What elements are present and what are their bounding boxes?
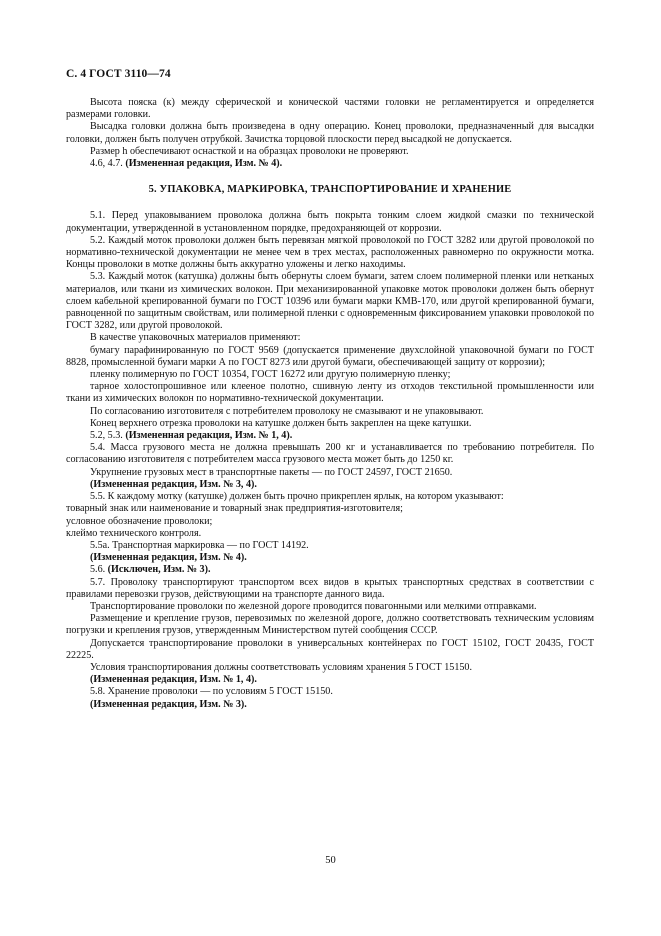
- paragraph-text: Условия транспортирования должны соответствовать условиям хранения 5 ГОСТ 15150.: [90, 661, 472, 673]
- paragraph: [66, 210, 594, 234]
- paragraph: [66, 516, 594, 528]
- paragraph-text: 5.4. Масса грузового места не должна превышать 200 кг и устанавливается по требованию потребителя. По согласованию изготовителя с потребителем масса грузового места может быть до 1250 кг.: [66, 442, 594, 466]
- paragraph: [66, 271, 594, 332]
- paragraph-text: Высадка головки должна быть произведена в одну операцию. Конец проволоки, предназначенный для высадки головки, должен быть получен отрубкой. Зачистка торцовой плоскости перед высадкой не допускается.: [66, 121, 594, 145]
- page-header: С. 4 ГОСТ 3110—74: [66, 68, 171, 80]
- paragraph: [66, 699, 594, 711]
- paragraph-text: пленку полимерную по ГОСТ 10354, ГОСТ 16272 или другую полимерную пленку;: [90, 369, 451, 381]
- paragraph: [66, 662, 594, 674]
- amendment-note: (Измененная редакция, Изм. № 4).: [125, 158, 283, 170]
- paragraph: [66, 442, 594, 466]
- paragraph: [66, 564, 594, 576]
- paragraph: [66, 369, 594, 381]
- paragraph-text: условное обозначение проволоки;: [66, 515, 213, 527]
- paragraph: [66, 540, 594, 552]
- paragraph-text: клеймо технического контроля.: [66, 527, 202, 539]
- paragraph-text: тарное холостопрошивное или клееное полотно, сшивную ленту из отходов текстильной промышленности или ткани из химических волокон по нормативно-технической документации.: [66, 381, 594, 405]
- paragraph-text: 5.3. Каждый моток (катушка) должны быть обернуты слоем бумаги, затем слоем полимерной пленки или нетканых материалов, или ткани из химических волокон. При механизированной упаковке моток проволоки должен быть обернут слоем кабельной крепированной бумаги по ГОСТ 10396 или бумаги марки КМВ-170, или другой крепированной бумаги, равноценной по защитным свойствам, или полимерной пленки с одновременным фиксированием упаковки проволокой по ГОСТ 3282, или другой проволокой.: [66, 271, 594, 332]
- paragraph: [66, 332, 594, 344]
- paragraph-text: 5.5. К каждому мотку (катушке) должен быть прочно прикреплен ярлык, на котором указывают:: [90, 491, 504, 503]
- paragraph: [66, 601, 594, 613]
- paragraph: [66, 381, 594, 405]
- paragraph: [66, 552, 594, 564]
- paragraph-text: Укрупнение грузовых мест в транспортные пакеты — по ГОСТ 24597, ГОСТ 21650.: [90, 466, 453, 478]
- paragraph: [66, 638, 594, 662]
- paragraph: [66, 503, 594, 515]
- paragraph-text: Допускается транспортирование проволоки в универсальных контейнерах по ГОСТ 15102, ГОСТ 20435, ГОСТ 22225.: [66, 637, 594, 661]
- paragraphs-before-section: [66, 97, 594, 170]
- paragraph-prefix: 5.6.: [90, 564, 108, 576]
- paragraph-text: 5.8. Хранение проволоки — по условиям 5 ГОСТ 15150.: [90, 686, 333, 698]
- paragraph-text: 5.7. Проволоку транспортируют транспортом всех видов в крытых транспортных средствах в соответствии с правилами перевозки грузов, действующими на транспорте данного вида.: [66, 576, 594, 600]
- page-number: 50: [325, 855, 336, 866]
- document-body: [66, 97, 594, 711]
- paragraph-text: 5.1. Перед упаковыванием проволока должна быть покрыта тонким слоем жидкой смазки по технической документации, утвержденной в установленном порядке, предохраняющей от коррозии.: [66, 210, 594, 234]
- amendment-note: (Измененная редакция, Изм. № 3).: [90, 698, 247, 710]
- paragraph: [66, 235, 594, 272]
- paragraph-text: В качестве упаковочных материалов применяют:: [90, 332, 301, 344]
- paragraph-text: Конец верхнего отрезка проволоки на катушке должен быть закреплен на щеке катушки.: [90, 417, 472, 429]
- amendment-note: (Измененная редакция, Изм. № 1, 4).: [90, 674, 257, 686]
- paragraph-text: товарный знак или наименование и товарный знак предприятия-изготовителя;: [66, 503, 403, 515]
- paragraph-text: 5.5а. Транспортная маркировка — по ГОСТ 14192.: [90, 539, 309, 551]
- paragraph-text: Размещение и крепление грузов, перевозимых по железной дороге, должно соответствовать техническим условиям погрузки и крепления грузов, утвержденным Министерством путей сообщения СССР.: [66, 613, 594, 637]
- paragraph: [66, 613, 594, 637]
- paragraph: [66, 577, 594, 601]
- paragraph-text: Размер h обеспечивают оснасткой и на образцах проволоки не проверяют.: [90, 145, 409, 157]
- paragraph-text: 5.2. Каждый моток проволоки должен быть перевязан мягкой проволокой по ГОСТ 3282 или другой проволокой по нормативно-технической документации не менее чем в трех местах, расположенных равномерно по окружности мотка. Концы проволоки в мотке должны быть аккуратно уложены и легко находимы.: [66, 234, 594, 271]
- paragraph: [66, 430, 594, 442]
- paragraph-prefix: 4.6, 4.7.: [90, 158, 126, 170]
- paragraph: [66, 686, 594, 698]
- paragraph-text: Высота пояска (к) между сферической и конической частями головки не регламентируется и определяется размерами головки.: [66, 97, 594, 121]
- paragraph-text: По согласованию изготовителя с потребителем проволоку не смазывают и не упаковывают.: [90, 405, 484, 417]
- amendment-note: (Измененная редакция, Изм. № 3, 4).: [90, 478, 257, 490]
- paragraph: [66, 406, 594, 418]
- paragraph: [66, 121, 594, 145]
- paragraph-text: Транспортирование проволоки по железной дороге проводится повагонными или мелкими отправками.: [90, 600, 537, 612]
- paragraph: [66, 479, 594, 491]
- paragraph: [66, 528, 594, 540]
- amendment-note: (Исключен, Изм. № 3).: [107, 564, 211, 576]
- section-title: 5. УПАКОВКА, МАРКИРОВКА, ТРАНСПОРТИРОВАНИЕ И ХРАНЕНИЕ: [148, 184, 512, 196]
- paragraph: [66, 97, 594, 121]
- paragraph: [66, 345, 594, 369]
- paragraph: [66, 491, 594, 503]
- paragraph: [66, 158, 594, 170]
- paragraph: [66, 146, 594, 158]
- section-paragraphs: [66, 210, 594, 710]
- paragraph: [66, 467, 594, 479]
- amendment-note: (Измененная редакция, Изм. № 1, 4).: [125, 430, 293, 442]
- paragraph-text: бумагу парафинированную по ГОСТ 9569 (допускается применение двухслойной упаковочной бумаги по ГОСТ 8828, промысленной бумаги марки А по ГОСТ 8273 или другой бумаги, обеспечивающей защиту от коррозии);: [66, 344, 594, 368]
- amendment-note: (Измененная редакция, Изм. № 4).: [90, 552, 247, 564]
- paragraph: [66, 418, 594, 430]
- paragraph: [66, 674, 594, 686]
- paragraph-prefix: 5.2, 5.3.: [90, 430, 126, 442]
